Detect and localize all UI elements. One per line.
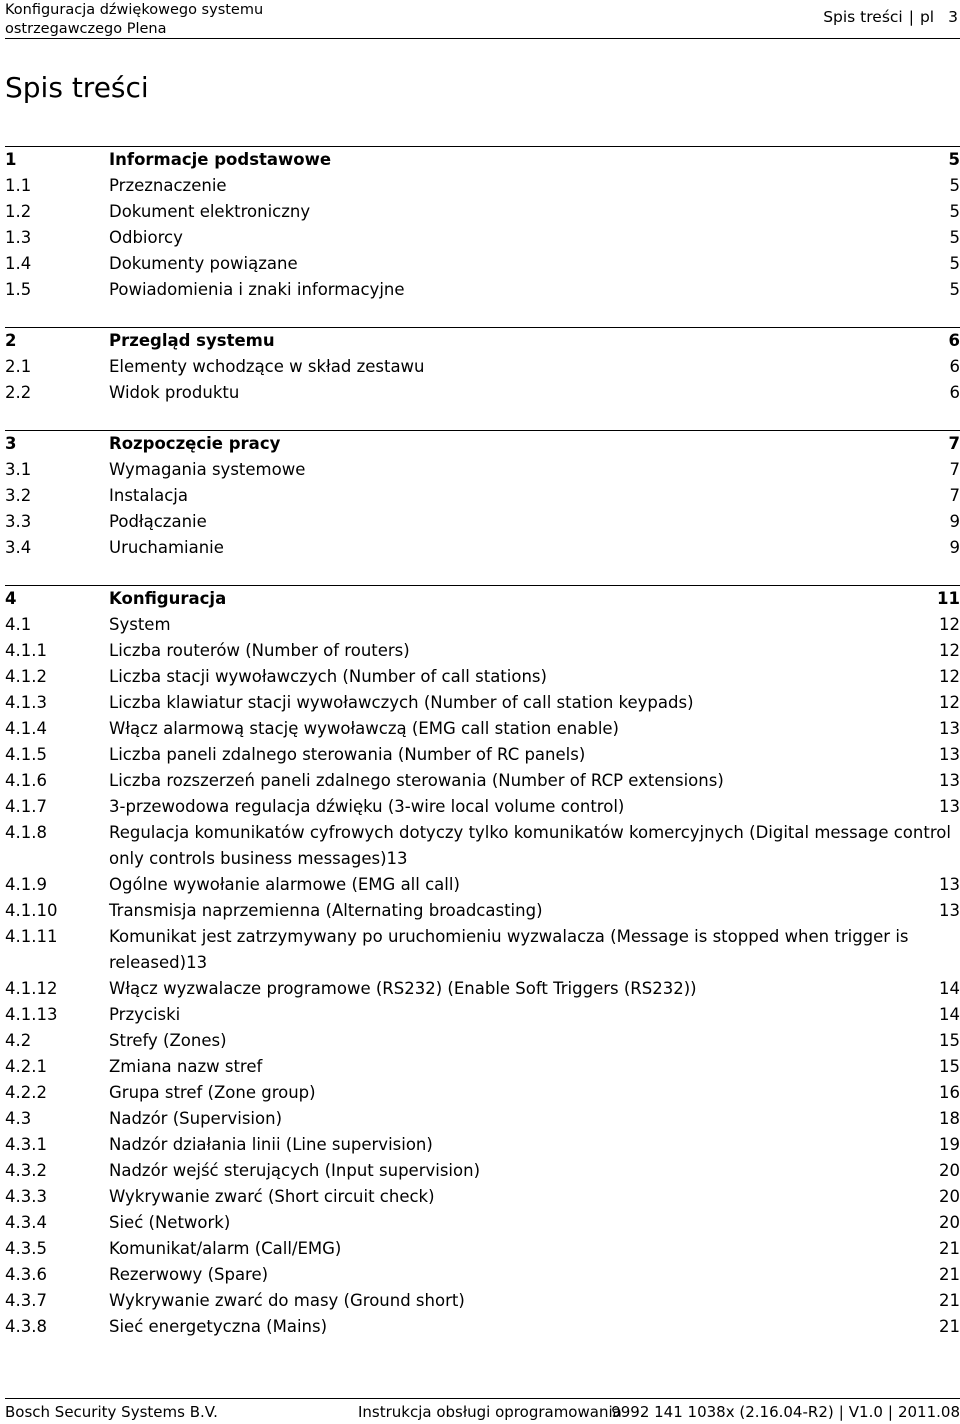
toc-entry[interactable] xyxy=(5,1210,960,1236)
toc-entry-number: 4.3.3 xyxy=(5,1184,109,1210)
toc-entry[interactable] xyxy=(5,664,960,690)
toc-entry[interactable] xyxy=(5,1002,960,1028)
header-section-info xyxy=(823,8,958,26)
toc-entry[interactable] xyxy=(5,354,960,380)
toc-chapter-page: 7 xyxy=(949,431,960,457)
toc-entry-number: 3.1 xyxy=(5,457,109,483)
toc-entry-title: Grupa stref (Zone group) xyxy=(109,1080,939,1106)
toc-entry-page: 13 xyxy=(939,742,960,768)
toc-entry[interactable] xyxy=(5,612,960,638)
toc-entry-title: Strefy (Zones) xyxy=(109,1028,939,1054)
toc-entry[interactable] xyxy=(5,535,960,561)
toc-entry-page: 13 xyxy=(939,768,960,794)
toc-entry-page: 12 xyxy=(939,638,960,664)
toc-entry-title: Włącz wyzwalacze programowe (RS232) (Enable Soft Triggers (RS232)) xyxy=(109,976,939,1002)
footer-date: 2011.08 xyxy=(898,1403,960,1421)
toc-entry-title: Włącz alarmową stację wywoławczą (EMG call station enable) xyxy=(109,716,939,742)
header-separator: | xyxy=(909,8,914,26)
toc-chapter xyxy=(5,146,960,303)
toc-entry-page: 21 xyxy=(939,1288,960,1314)
toc-entry-page: 15 xyxy=(939,1028,960,1054)
toc-entry-number: 4.1.4 xyxy=(5,716,109,742)
toc-entry-title: Zmiana nazw stref xyxy=(109,1054,939,1080)
toc-entry-number: 4.1.9 xyxy=(5,872,109,898)
toc-entry[interactable] xyxy=(5,1028,960,1054)
toc-chapter-title: Przegląd systemu xyxy=(109,328,949,354)
toc-entry[interactable] xyxy=(5,380,960,406)
toc-entry-title-text: Regulacja komunikatów cyfrowych dotyczy tylko komunikatów komercyjnych (Digital message control only controls business messages) xyxy=(109,823,951,868)
toc-entry[interactable] xyxy=(5,1184,960,1210)
toc-entry[interactable] xyxy=(5,1158,960,1184)
toc-entry[interactable] xyxy=(5,1288,960,1314)
toc-entry-page: 20 xyxy=(939,1184,960,1210)
toc-entry[interactable] xyxy=(5,251,960,277)
table-of-contents xyxy=(5,146,960,1340)
toc-entry-number: 4.3 xyxy=(5,1106,109,1132)
toc-entry-number: 4.1.3 xyxy=(5,690,109,716)
toc-entry-page: 13 xyxy=(939,794,960,820)
page-header xyxy=(5,0,960,39)
toc-entry-number: 4.1.8 xyxy=(5,820,109,846)
toc-entry-number: 2.2 xyxy=(5,380,109,406)
toc-chapter xyxy=(5,327,960,406)
toc-chapter-page: 11 xyxy=(937,586,960,612)
toc-entry-page: 5 xyxy=(950,277,960,303)
toc-chapter-title: Konfiguracja xyxy=(109,586,937,612)
document-title-line-2: ostrzegawczego Plena xyxy=(5,20,263,39)
toc-entry[interactable] xyxy=(5,690,960,716)
toc-chapter-number: 3 xyxy=(5,431,109,457)
toc-entry[interactable] xyxy=(5,1262,960,1288)
toc-entry-title: Liczba rozszerzeń paneli zdalnego sterowania (Number of RCP extensions) xyxy=(109,768,939,794)
toc-entry-title: Liczba routerów (Number of routers) xyxy=(109,638,939,664)
toc-entry-title: 3-przewodowa regulacja dźwięku (3-wire local volume control) xyxy=(109,794,939,820)
toc-entry-number: 4.1.2 xyxy=(5,664,109,690)
toc-entry[interactable] xyxy=(5,976,960,1002)
toc-entry[interactable] xyxy=(5,820,960,872)
toc-entry-page: 20 xyxy=(939,1210,960,1236)
toc-entry-number: 4.1.7 xyxy=(5,794,109,820)
toc-entry-page: 19 xyxy=(939,1132,960,1158)
toc-entry-page: 18 xyxy=(939,1106,960,1132)
toc-chapter-number: 1 xyxy=(5,147,109,173)
toc-entry-title: Transmisja naprzemienna (Alternating broadcasting) xyxy=(109,898,939,924)
toc-entry-number: 4.3.6 xyxy=(5,1262,109,1288)
toc-entry[interactable] xyxy=(5,872,960,898)
toc-entry-page: 13 xyxy=(939,872,960,898)
toc-chapter-heading[interactable] xyxy=(5,147,960,173)
toc-entry[interactable] xyxy=(5,199,960,225)
toc-entry-number: 1.5 xyxy=(5,277,109,303)
toc-entry-title: Rezerwowy (Spare) xyxy=(109,1262,939,1288)
toc-entry[interactable] xyxy=(5,1132,960,1158)
toc-entry-number: 4.3.4 xyxy=(5,1210,109,1236)
footer-manual-title: Instrukcja obsługi oprogramowania xyxy=(358,1400,622,1424)
toc-entry-title: Dokumenty powiązane xyxy=(109,251,950,277)
toc-entry-page: 13 xyxy=(387,849,408,868)
toc-entry[interactable] xyxy=(5,716,960,742)
toc-entry-number: 1.3 xyxy=(5,225,109,251)
toc-entry[interactable] xyxy=(5,742,960,768)
toc-entry[interactable] xyxy=(5,1314,960,1340)
toc-entry[interactable] xyxy=(5,638,960,664)
toc-entry-number: 4.3.8 xyxy=(5,1314,109,1340)
toc-entry-title: Komunikat/alarm (Call/EMG) xyxy=(109,1236,939,1262)
toc-entry[interactable] xyxy=(5,924,960,976)
toc-entry-page: 5 xyxy=(950,225,960,251)
toc-entry-title: Sieć (Network) xyxy=(109,1210,939,1236)
toc-entry-page: 9 xyxy=(950,535,960,561)
toc-entry-number: 4.1.11 xyxy=(5,924,109,950)
toc-entry-number: 1.1 xyxy=(5,173,109,199)
toc-entry-title: Wykrywanie zwarć (Short circuit check) xyxy=(109,1184,939,1210)
toc-entry-title: Sieć energetyczna (Mains) xyxy=(109,1314,939,1340)
toc-entry-page: 21 xyxy=(939,1236,960,1262)
toc-entry-page: 13 xyxy=(939,898,960,924)
toc-chapter-page: 5 xyxy=(949,147,960,173)
footer-version: V1.0 xyxy=(849,1403,883,1421)
toc-entry[interactable] xyxy=(5,1106,960,1132)
toc-entry-title: Przeznaczenie xyxy=(109,173,950,199)
toc-entry-number: 2.1 xyxy=(5,354,109,380)
toc-entry-page: 5 xyxy=(950,251,960,277)
toc-entry-page: 14 xyxy=(939,1002,960,1028)
header-section-name: Spis treści xyxy=(823,8,903,26)
toc-entry-title xyxy=(109,820,960,872)
page-footer xyxy=(5,1398,960,1423)
toc-chapter-heading[interactable] xyxy=(5,328,960,354)
page-title: Spis treści xyxy=(5,68,149,108)
toc-entry-title: Elementy wchodzące w skład zestawu xyxy=(109,354,950,380)
toc-entry-number: 4.2.1 xyxy=(5,1054,109,1080)
toc-chapter xyxy=(5,430,960,561)
toc-entry-title: Nadzór działania linii (Line supervision) xyxy=(109,1132,939,1158)
toc-entry-title: Widok produktu xyxy=(109,380,950,406)
toc-entry[interactable] xyxy=(5,225,960,251)
toc-entry-page: 13 xyxy=(186,953,207,972)
toc-entry-page: 20 xyxy=(939,1158,960,1184)
footer-revision: (2.16.04-R2) xyxy=(739,1403,833,1421)
toc-entry-number: 4.1.6 xyxy=(5,768,109,794)
toc-entry-number: 4.2 xyxy=(5,1028,109,1054)
toc-entry-number: 4.3.5 xyxy=(5,1236,109,1262)
toc-entry[interactable] xyxy=(5,277,960,303)
toc-entry-number: 4.1.12 xyxy=(5,976,109,1002)
toc-entry-page: 12 xyxy=(939,690,960,716)
toc-chapter-page: 6 xyxy=(949,328,960,354)
toc-entry-page: 7 xyxy=(950,457,960,483)
toc-entry[interactable] xyxy=(5,457,960,483)
toc-entry[interactable] xyxy=(5,794,960,820)
toc-entry-page: 12 xyxy=(939,664,960,690)
toc-entry-title: Podłączanie xyxy=(109,509,950,535)
toc-entry[interactable] xyxy=(5,1054,960,1080)
toc-entry-title: Instalacja xyxy=(109,483,950,509)
toc-chapter-title: Rozpoczęcie pracy xyxy=(109,431,949,457)
toc-chapter-title: Informacje podstawowe xyxy=(109,147,949,173)
toc-entry-title: Wykrywanie zwarć do masy (Ground short) xyxy=(109,1288,939,1314)
toc-entry[interactable] xyxy=(5,483,960,509)
toc-entry-page: 9 xyxy=(950,509,960,535)
toc-entry-title: Wymagania systemowe xyxy=(109,457,950,483)
toc-entry-number: 3.2 xyxy=(5,483,109,509)
toc-entry-page: 5 xyxy=(950,199,960,225)
toc-entry-page: 6 xyxy=(950,354,960,380)
toc-entry-number: 4.1.13 xyxy=(5,1002,109,1028)
toc-entry-title xyxy=(109,924,960,976)
document-title xyxy=(5,1,263,39)
toc-entry-title: Liczba paneli zdalnego sterowania (Number of RC panels) xyxy=(109,742,939,768)
toc-entry-page: 21 xyxy=(939,1314,960,1340)
toc-entry-number: 4.1 xyxy=(5,612,109,638)
toc-entry-page: 5 xyxy=(950,173,960,199)
toc-entry-title: Nadzór (Supervision) xyxy=(109,1106,939,1132)
toc-entry-number: 4.3.2 xyxy=(5,1158,109,1184)
toc-entry-number: 4.1.10 xyxy=(5,898,109,924)
toc-entry-title: Liczba stacji wywoławczych (Number of call stations) xyxy=(109,664,939,690)
toc-chapter-heading[interactable] xyxy=(5,586,960,612)
toc-entry-title: System xyxy=(109,612,939,638)
footer-company: Bosch Security Systems B.V. xyxy=(5,1400,218,1424)
footer-doc-number: 9992 141 1038x xyxy=(611,1403,734,1421)
toc-chapter-heading[interactable] xyxy=(5,431,960,457)
toc-entry-title: Przyciski xyxy=(109,1002,939,1028)
header-language: pl xyxy=(920,8,934,26)
toc-chapter-number: 2 xyxy=(5,328,109,354)
toc-entry-title: Odbiorcy xyxy=(109,225,950,251)
toc-entry[interactable] xyxy=(5,1080,960,1106)
toc-entry-number: 1.4 xyxy=(5,251,109,277)
toc-entry-title: Dokument elektroniczny xyxy=(109,199,950,225)
footer-document-info: 9992 141 1038x (2.16.04-R2) | V1.0 | 2011.08 xyxy=(611,1400,960,1424)
toc-entry-number: 4.3.7 xyxy=(5,1288,109,1314)
toc-entry-title: Liczba klawiatur stacji wywoławczych (Number of call station keypads) xyxy=(109,690,939,716)
toc-entry-page: 14 xyxy=(939,976,960,1002)
toc-entry-page: 7 xyxy=(950,483,960,509)
toc-entry-number: 3.4 xyxy=(5,535,109,561)
toc-entry-title: Ogólne wywołanie alarmowe (EMG all call) xyxy=(109,872,939,898)
toc-entry-title-text: Komunikat jest zatrzymywany po uruchomieniu wyzwalacza (Message is stopped when trigger is released) xyxy=(109,927,909,972)
toc-entry-page: 13 xyxy=(939,716,960,742)
toc-entry-number: 4.2.2 xyxy=(5,1080,109,1106)
toc-entry[interactable] xyxy=(5,768,960,794)
toc-entry-number: 3.3 xyxy=(5,509,109,535)
document-title-line-1: Konfiguracja dźwiękowego systemu xyxy=(5,1,263,20)
toc-entry-title: Uruchamianie xyxy=(109,535,950,561)
toc-chapter-number: 4 xyxy=(5,586,109,612)
toc-entry-number: 1.2 xyxy=(5,199,109,225)
header-page-number: 3 xyxy=(948,8,958,26)
toc-entry-page: 21 xyxy=(939,1262,960,1288)
toc-entry-title: Nadzór wejść sterujących (Input supervision) xyxy=(109,1158,939,1184)
toc-entry-page: 15 xyxy=(939,1054,960,1080)
toc-entry-number: 4.1.1 xyxy=(5,638,109,664)
toc-entry[interactable] xyxy=(5,173,960,199)
toc-entry-number: 4.1.5 xyxy=(5,742,109,768)
toc-entry[interactable] xyxy=(5,509,960,535)
toc-chapter xyxy=(5,585,960,1340)
toc-entry[interactable] xyxy=(5,1236,960,1262)
toc-entry-page: 6 xyxy=(950,380,960,406)
toc-entry[interactable] xyxy=(5,898,960,924)
toc-entry-page: 12 xyxy=(939,612,960,638)
toc-entry-page: 16 xyxy=(939,1080,960,1106)
toc-entry-number: 4.3.1 xyxy=(5,1132,109,1158)
toc-entry-title: Powiadomienia i znaki informacyjne xyxy=(109,277,950,303)
